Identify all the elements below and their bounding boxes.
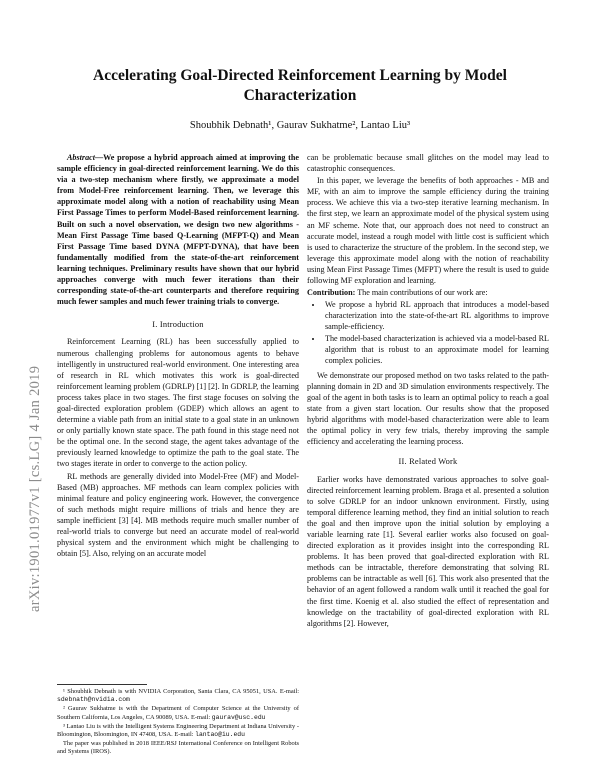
intro-paragraph-3: In this paper, we leverage the benefits of both approaches - MB and MF, with an aim to improve the sample efficiency during the training process. We achieve this via a two-step iterative learning mechanism. In the first step, we learn an approximate model of the physical system using an MF scheme. Note that, our approach does not need to construct an accurate model, instead a rough model with little cost is sufficient which is used to characterize the structure of the problem. In the second step, we leverage this approximate model along with the notion of reachability using Mean First Passage Times (MFPT) where the result is used to guide following MF exploration and learning. <box>307 176 549 286</box>
list-item: • The model-based characterization is achieved via a model-based RL algorithm that is robust to an approximate model for learning complex policies. <box>323 333 549 366</box>
paper-title-line2: Characterization <box>243 87 357 104</box>
footnote-3-email: lantao@iu.edu <box>195 731 245 739</box>
arxiv-stamp: arXiv:1901.01977v1 [cs.LG] 4 Jan 2019 <box>27 365 43 612</box>
footnote-1-email: sdebnath@nvidia.com <box>57 696 130 704</box>
abstract <box>57 152 299 307</box>
footnote-2-text: ² Gaurav Sukhatme is with the Department of Computer Science at the University of Southern California, Los Angeles, CA 90089, USA. E-mail: <box>57 705 299 721</box>
footnote-4: The paper was published in 2018 IEEE/RSJ International Conference on Intelligent Robots and Systems (IROS). <box>57 740 299 756</box>
footnote-2 <box>57 705 299 721</box>
abstract-body: —We propose a hybrid approach aimed at improving the sample efficiency in goal-directed reinforcement learning. We do this via a two-step mechanism where firstly, we approximate a model from Model-Free reinforcement learning. Then, we leverage this approximate model along with a notion of reachability using Mean First Passage Times to perform Model-Based reinforcement learning. Built on such a novel observation, we design two new algorithms - Mean First Passage Time based Q-Learning (MFPT-Q) and Mean First Passage Time based DYNA (MFPT-DYNA), that have been fundamentally modified from the state-of-the-art reinforcement learning techniques. Preliminary results have shown that our hybrid approaches converge with much fewer iterations than their corresponding state-of-the-art counterparts and therefore requiring much fewer samples and much fewer training trials to converge. <box>57 153 299 307</box>
paper-authors: Shoubhik Debnath¹, Gaurav Sukhatme², Lantao Liu³ <box>189 120 411 131</box>
contribution-label: Contribution: <box>307 288 356 298</box>
related-paragraph-1: Earlier works have demonstrated various approaches to solve goal-directed reinforcement learning problem. Braga et al. presented a solution to solve GDRLP for an indoor unknown environment. Firstly, using temporal difference learning method, they find an initial solution to reach the goal and then improve upon the initial solution by employing a variable learning rate [1]. Several earlier works also focused on goal-directed exploration as it provides insight into the corresponding RL problems. It has been proved that goal-directed exploration with RL methods can be intractable, therefore demonstrating that solving RL problems can be intractable as well [6]. This work also presented that the behavior of an agent followed a random walk until it reached the goal for the first time. Koenig et al. also studied the effect of representation and knowledge on the tractability of goal-directed exploration with RL algorithms [2]. However, <box>307 474 549 628</box>
paper-title-line1: Accelerating Goal-Directed Reinforcement Learning by Model <box>93 67 507 84</box>
intro-paragraph-2-continued: can be problematic because small glitches on the model may lead to catastrophic consequences. <box>307 153 549 174</box>
footnotes <box>57 684 299 758</box>
contribution-paragraph <box>307 287 549 298</box>
list-item: • We propose a hybrid RL approach that introduces a model-based characterization into the state-of-the-art RL algorithms to improve sample-efficiency. <box>323 299 549 332</box>
contribution-intro: The main contributions of our work are: <box>355 288 488 298</box>
intro-paragraph-2: RL methods are generally divided into Model-Free (MF) and Model-Based (MB) approaches. MF methods can learn complex policies with minimal feature and policy engineering work. However, the convergence of such methods might require millions of trials and hence they are sample inefficient [3] [4]. MB methods require much smaller number of real-world trials to converge but need an accurate model of real-world physical system and the environment which might be challenging to obtain [5]. Also, relying on an accurate model <box>57 471 299 559</box>
footnote-3-text: ³ Lantao Liu is with the Intelligent Systems Engineering Department at Indiana University - Bloomington, Bloomington, IN 47408, USA. E-mail: <box>57 722 299 739</box>
footnote-1 <box>57 688 299 704</box>
section-heading-introduction: I. Introduction <box>152 320 204 330</box>
footnote-3 <box>57 723 299 739</box>
section-heading-related-work: II. Related Work <box>398 457 458 467</box>
intro-paragraph-4: We demonstrate our proposed method on two tasks related to the path-planning domain in 2D and 3D simulation environments respectively. The goal of the agent in both tasks is to learn an optimal policy to reach a goal state from a given start location. Our results show that the proposed hybrid algorithms with model-based characterization were able to learn the optimal policy in very few trials, thereby improving the sample efficiency and accelerating the learning process. <box>307 370 549 447</box>
contribution-list <box>307 299 549 366</box>
footnote-divider <box>57 684 147 685</box>
left-column <box>57 152 299 560</box>
footnote-1-text: ¹ Shoubhik Debnath is with NVIDIA Corporation, Santa Clara, CA 95051, USA. E-mail: <box>63 688 299 695</box>
abstract-lead: Abstract <box>67 153 95 162</box>
paper-title <box>60 66 540 106</box>
footnote-2-email: gaurav@usc.edu <box>211 713 266 721</box>
right-column <box>307 152 549 630</box>
intro-paragraph-1: Reinforcement Learning (RL) has been successfully applied to numerous challenging problems for autonomous agents to behave intelligently in unstructured real-world environment. One interesting area of research in RL which motivates this work is goal-directed reinforcement learning problem (GDRLP) [1] [2]. In GDRLP, the learning process takes place in two stages. The first stage focuses on solving the goal-directed exploration problem (GDEP) which allows an agent to determine a viable path from an initial state to a goal state in an unknown or only partially known state space. The path found in this stage need not be the optimal one. In the second stage, the agent takes advantage of the previously learned knowledge to optimize the path to the goal state. The two stages iterate in order to converge to the action policy. <box>57 337 299 469</box>
